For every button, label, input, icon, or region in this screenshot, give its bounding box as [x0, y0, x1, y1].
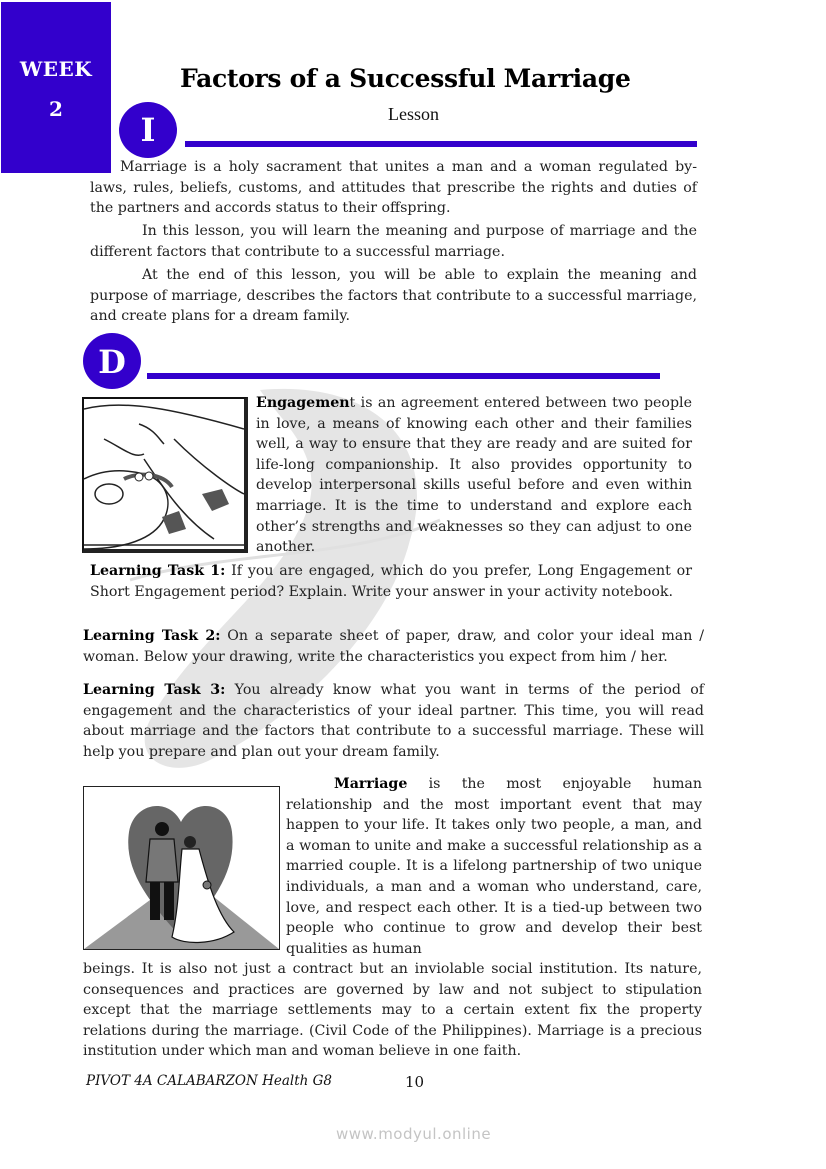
intro-paragraph: Marriage is a holy sacrament that unites a man and a woman regulated by-laws, rules, beliefs, customs, and attitudes that prescribe the rights and duties of the partners and accords status to their offspring.	[90, 159, 697, 217]
engagement-term: Engagemen	[256, 395, 350, 411]
marriage-paragraph: Marriage is the most enjoyable human relationship and the most important event that may happen to your life. It takes only two people, a man, and a woman to unite and make a successful relationship as a married couple. It is a lifelong partnership of two unique individuals, a man and a woman who understand, care, love, and respect each other. It is a tied-up between two people who continue to grow and develop their best qualities as human	[286, 776, 702, 957]
page-subtitle: Lesson	[388, 104, 439, 124]
task-label: Learning Task 2:	[83, 628, 221, 644]
marriage-paragraph-continued: beings. It is also not just a contract but an inviolable social institution. Its nature, consequences and practices are governed by law and not subject to stipulation except that the marriage settlements may to a certain extent fix the property relations during the marriage. (Civil Code of the Philippines). Marriage is a precious institution under which man and woman believe in one faith.	[83, 961, 702, 1060]
week-label: WEEK	[19, 57, 93, 81]
section-divider	[185, 141, 697, 147]
task-label: Learning Task 3:	[83, 682, 226, 698]
learning-task-3: Learning Task 3: You already know what you want in terms of the period of engagement and the characteristics of your ideal partner. This time, you will read about marriage and the factors that contribute to a successful marriage. These will help you prepare and plan out your dream family.	[83, 682, 705, 760]
ring-hand-icon	[84, 399, 244, 549]
footer-source: PIVOT 4A CALABARZON Health G8	[86, 1073, 333, 1089]
engagement-ring-image	[82, 397, 248, 553]
learning-task-2: Learning Task 2: On a separate sheet of paper, draw, and color your ideal man / woman. Below your drawing, write the characteristics you expect from him / her.	[83, 628, 704, 665]
wedding-heart-icon	[84, 787, 279, 949]
watermark: www.modyul.online	[336, 1125, 492, 1143]
section-i-icon: I	[119, 102, 177, 158]
engagement-paragraph: Engagement is an agreement entered between two people in love, a means of knowing each other and their families well, a way to ensure that they are ready and are suited for life-long companionship. It also provides opportunity to develop interpersonal skills useful before and even within marriage. It is the time to understand and explore each other’s strengths and weaknesses so they can adjust to one another.	[256, 395, 692, 556]
intro-paragraph: At the end of this lesson, you will be able to explain the meaning and purpose of marriage, describes the factors that contribute to a successful marriage, and create plans for a dream family.	[90, 267, 697, 325]
section-divider	[147, 373, 660, 379]
week-number: 2	[49, 97, 63, 121]
page-title: Factors of a Successful Marriage	[180, 64, 631, 93]
section-d-icon: D	[83, 333, 141, 389]
page-number: 10	[405, 1073, 425, 1091]
task-label: Learning Task 1:	[90, 563, 226, 579]
week-badge	[1, 2, 111, 173]
learning-task-1: Learning Task 1: If you are engaged, which do you prefer, Long Engagement or Short Engagement period? Explain. Write your answer in your activity notebook.	[90, 563, 692, 600]
wedding-couple-image	[83, 786, 280, 950]
intro-paragraph: In this lesson, you will learn the meaning and purpose of marriage and the different factors that contribute to a successful marriage.	[90, 223, 697, 260]
marriage-term: Marriage	[334, 776, 408, 792]
